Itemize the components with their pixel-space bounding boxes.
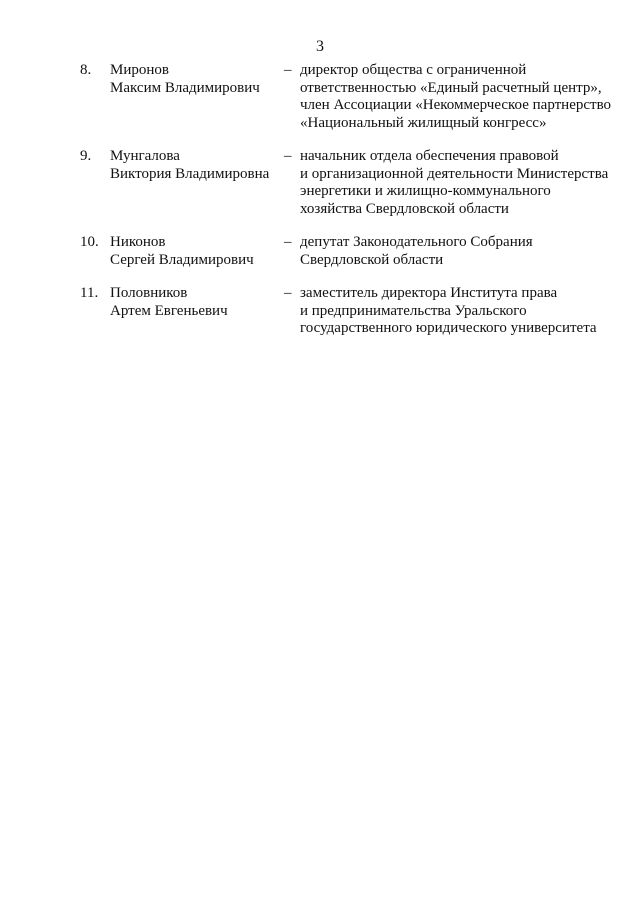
entry-number: 9. [80,148,92,164]
position-line: Свердловской области [300,251,444,268]
position-line: ответственностью «Единый расчетный центр», [300,79,602,96]
entry-dash: – [284,148,292,164]
member-surname: Мунгалова [110,148,180,164]
member-entry [0,234,640,269]
position-line: начальник отдела обеспечения правовой [300,148,559,164]
entry-number: 10. [80,234,99,250]
member-name [110,62,280,97]
member-surname: Никонов [110,234,166,250]
member-entry [0,62,640,132]
member-given-names: Сергей Владимирович [110,251,254,268]
member-name [110,148,280,183]
member-position [300,285,630,338]
member-given-names: Артем Евгеньевич [110,302,228,319]
member-name [110,234,280,269]
page-number: 3 [316,38,324,55]
entry-number: 11. [80,285,99,301]
member-name [110,285,280,320]
position-line: директор общества с ограниченной [300,62,527,78]
position-line: заместитель директора Института права [300,285,558,301]
position-line: и предпринимательства Уральского [300,302,527,319]
member-surname: Миронов [110,62,169,78]
position-line: член Ассоциации «Некоммерческое партнерство [300,97,612,113]
entry-number: 8. [80,62,92,78]
member-given-names: Максим Владимирович [110,79,260,96]
position-line: «Национальный жилищный конгресс» [300,114,547,131]
position-line: хозяйства Свердловской области [300,200,509,217]
position-line: депутат Законодательного Собрания [300,234,533,250]
member-surname: Половников [110,285,188,301]
position-line: государственного юридического университета [300,320,597,336]
member-list [0,62,640,354]
entry-dash: – [284,285,292,301]
member-entry [0,148,640,218]
member-position [300,62,630,132]
entry-dash: – [284,234,292,250]
member-position [300,234,630,269]
position-line: энергетики и жилищно-коммунального [300,183,551,199]
member-given-names: Виктория Владимировна [110,165,270,182]
position-line: и организационной деятельности Министерства [300,165,609,182]
member-position [300,148,630,218]
member-entry [0,285,640,338]
entry-dash: – [284,62,292,78]
